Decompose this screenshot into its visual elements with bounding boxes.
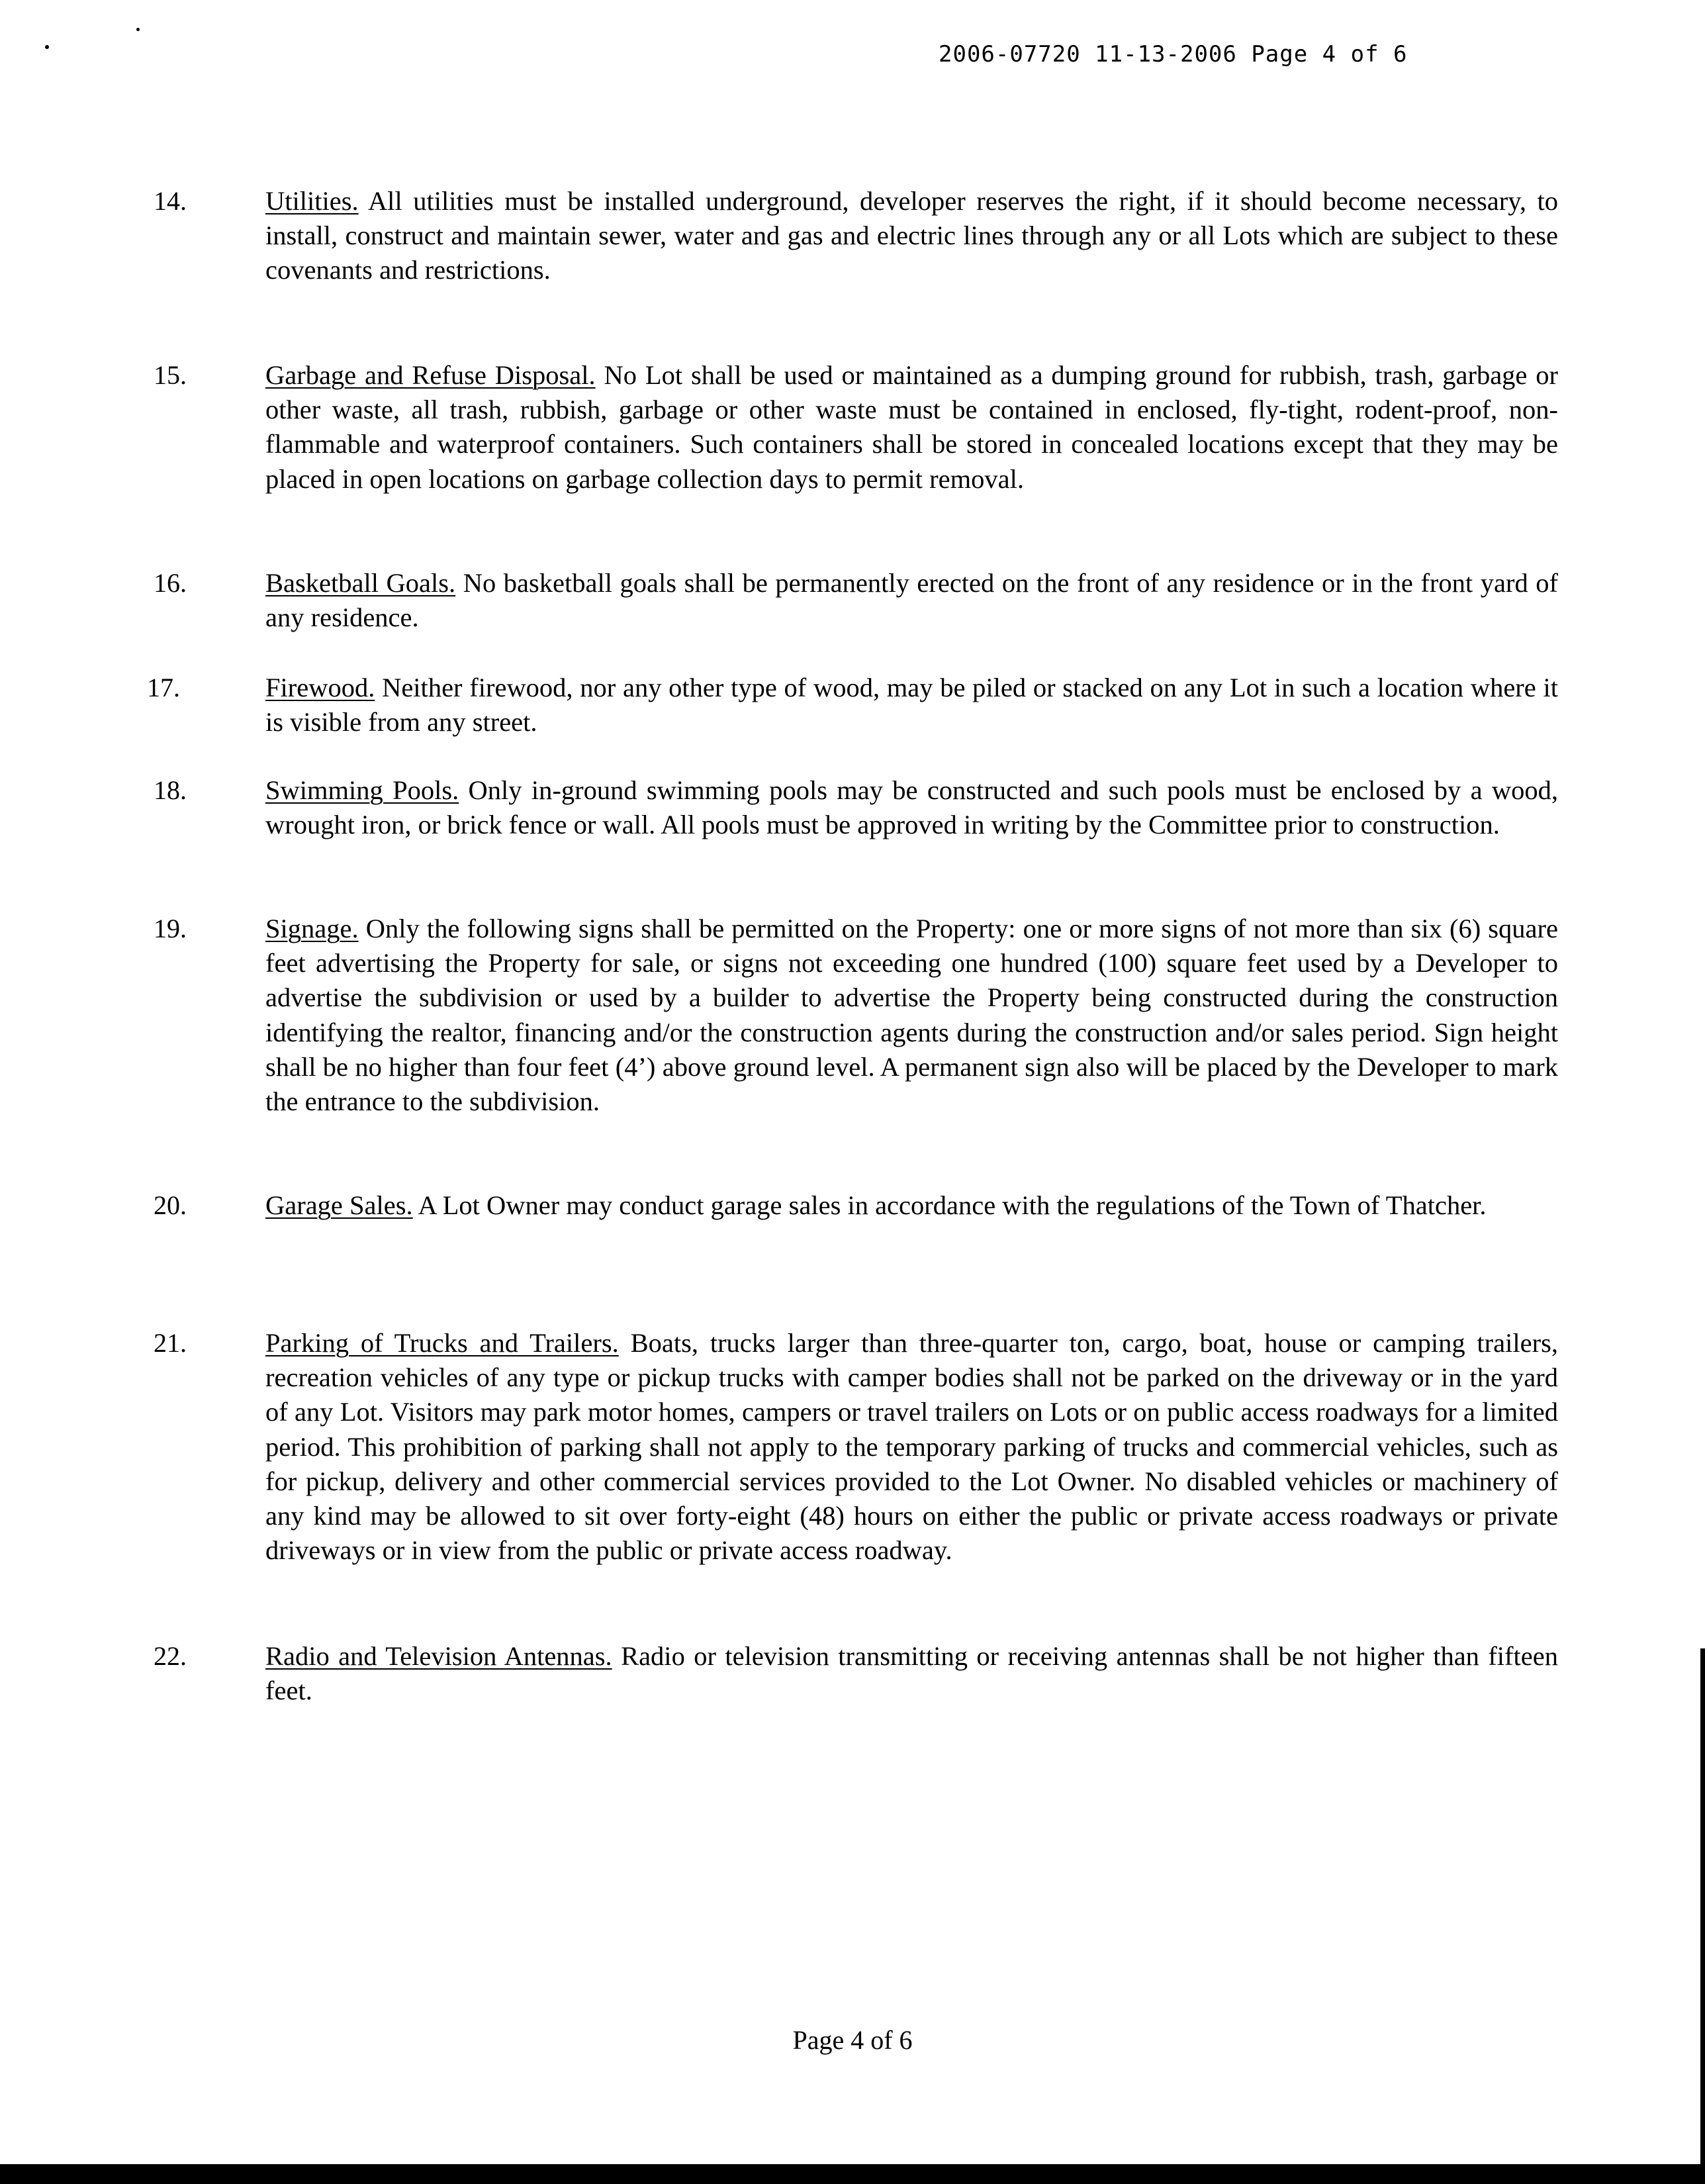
section-body: Radio or television transmitting or receiving antennas shall be not higher than fifteen feet. <box>265 1641 1559 1706</box>
section-body: Only the following signs shall be permitted on the Property: one or more signs of not more than six (6) square feet advertising the Property for sale, or signs not exceeding one hundred (100) square feet used by a Developer to advertise the subdivision or used by a builder to advertise the Property being constructed during the construction identifying the realtor, financing and/or the construction agents during the construction and/or sales period. Sign height shall be no higher than four feet (4’) above ground level. A permanent sign also will be placed by the Developer to mark the entrance to the subdivision. <box>265 914 1558 1117</box>
section-title: Swimming Pools. <box>265 775 459 805</box>
section-body: No Lot shall be used or maintained as a dumping ground for rubbish, trash, garbage or other waste, all trash, rubbish, garbage or other waste must be contained in enclosed, fly-tight, rodent-proof, non-flammable and waterproof containers. Such containers shall be stored in concealed locations except that they may be placed in open locations on garbage collection days to permit removal. <box>265 360 1559 494</box>
section-body: Only in-ground swimming pools may be constructed and such pools must be enclosed by a wood, wrought iron, or brick fence or wall. All pools must be approved in writing by the Committee prior to construction. <box>265 775 1558 840</box>
section-body: A Lot Owner may conduct garage sales in accordance with the regulations of the Town of Thatcher. <box>412 1190 1487 1220</box>
section-number: 15. <box>154 360 187 390</box>
section-text <box>265 358 1558 497</box>
section-number: 21. <box>154 1328 187 1358</box>
section-body: Boats, trucks larger than three-quarter ton, cargo, boat, house or camping trailers, recreation vehicles of any type or pickup trucks with camper bodies shall not be parked on the driveway or in the yard of any Lot. Visitors may park motor homes, campers or travel trailers on Lots or on public access roadways for a limited period. This prohibition of parking shall not apply to the temporary parking of trucks and commercial vehicles, such as for pickup, delivery and other commercial services provided to the Lot Owner. No disabled vehicles or machinery of any kind may be allowed to sit over forty-eight (48) hours on either the public or private access roadways or private driveways or in view from the public or private access roadway. <box>265 1328 1558 1566</box>
section-number: 18. <box>154 775 187 805</box>
section-text <box>265 671 1558 739</box>
section-number: 22. <box>154 1641 187 1671</box>
section-title: Utilities. <box>265 186 359 216</box>
scan-edge-right <box>1700 1648 1705 2184</box>
section-title: Radio and Television Antennas. <box>265 1641 612 1671</box>
section-body: No basketball goals shall be permanently erected on the front of any residence or in the front yard of any residence. <box>265 568 1558 633</box>
section-text <box>265 773 1558 842</box>
section-title: Basketball Goals. <box>265 568 456 598</box>
section-number: 19. <box>154 914 187 943</box>
page-footer: Page 4 of 6 <box>792 2025 913 2055</box>
section-title: Parking of Trucks and Trailers. <box>265 1328 619 1358</box>
section-text <box>265 184 1558 288</box>
section-number: 16. <box>154 568 187 598</box>
section-text <box>265 566 1558 635</box>
section-text <box>265 1188 1558 1223</box>
section-body: Neither firewood, nor any other type of wood, may be piled or stacked on any Lot in such a location where it is visible from any street. <box>265 673 1558 737</box>
section-number: 14. <box>154 186 187 216</box>
section-text <box>265 1639 1558 1708</box>
scan-edge-bottom <box>0 2164 1705 2184</box>
fax-header: 2006-07720 11-13-2006 Page 4 of 6 <box>939 41 1408 68</box>
section-title: Garbage and Refuse Disposal. <box>265 360 596 390</box>
section-number: 17. <box>147 673 180 702</box>
section-title: Signage. <box>265 914 359 943</box>
section-text <box>265 1326 1558 1568</box>
section-number: 20. <box>154 1190 187 1220</box>
section-text <box>265 912 1558 1119</box>
section-body: All utilities must be installed underground, developer reserves the right, if it should become necessary, to install, construct and maintain sewer, water and gas and electric lines through any or all Lots which are subject to these covenants and restrictions. <box>265 186 1558 285</box>
section-title: Firewood. <box>265 673 375 702</box>
scan-speck <box>136 28 140 31</box>
scan-speck <box>45 45 49 49</box>
section-title: Garage Sales. <box>265 1190 413 1220</box>
